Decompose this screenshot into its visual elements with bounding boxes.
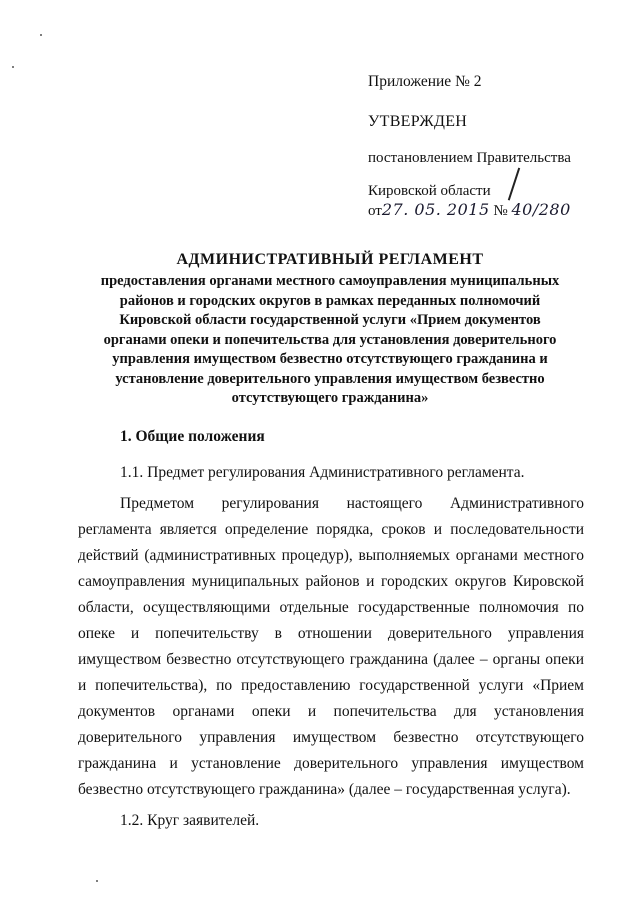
scan-speck [96,880,98,882]
section-heading: 1. Общие положения [120,428,265,445]
number-prefix: № [493,203,508,219]
scan-speck [12,66,14,68]
title-main: АДМИНИСТРАТИВНЫЙ РЕГЛАМЕНТ [176,251,484,268]
item-1-2: 1.2. Круг заявителей. [120,812,260,829]
handwritten-date: 27. 05. 2015 [381,200,490,219]
section-body [78,460,584,834]
decree-line-2: Кировской области [368,167,618,201]
decree-reference [368,150,618,220]
appendix-block [368,73,618,220]
subtitle-line: отсутствующего гражданина» [231,390,429,406]
regulation-title [80,251,580,409]
subtitle-line: органами опеки и попечительства для установления доверительного [103,331,557,348]
decree-date-number [368,201,618,220]
subject-paragraph: Предметом регулирования настоящего Административного регламента является определение порядка, сроков и последовательности действий (административных процедур), выполняемых органами местного самоуправления муниципальных районов и городских округов Кировской области, осуществляющими отдельные государственные полномочия по опеке и попечительству в отношении доверительного управления имуществом безвестно отсутствующего гражданина (далее – органы опеки и попечительства), по предоставлению государственной услуги «Прием документов органами опеки и попечительства для установления доверительного управления имуществом безвестно отсутствующего гражданина и установление доверительного управления имуществом безвестно отсутствующего гражданина» (далее – государственная услуга). [78,495,584,798]
appendix-label: Приложение № 2 [368,73,482,90]
scan-speck [40,34,42,36]
subtitle-line: районов и городских округов в рамках переданных полномочий [119,292,541,309]
date-prefix: от [368,203,382,219]
handwritten-stroke [507,168,519,201]
item-1-1: 1.1. Предмет регулирования Административного регламента. [120,464,525,481]
subtitle-line: Кировской области государственной услуги «Прием документов [119,312,541,328]
subtitle-line: предоставления органами местного самоуправления муниципальных [100,273,560,289]
approved-label: УТВЕРЖДЕН [368,113,468,130]
subtitle-line: управления имуществом безвестно отсутствующего гражданина и [112,351,548,367]
subtitle-line: установление доверительного управления имуществом безвестно [115,370,545,387]
handwritten-number: 40/280 [511,200,571,219]
title-subtitle [80,272,580,409]
decree-line-1: постановлением Правительства [368,150,571,166]
